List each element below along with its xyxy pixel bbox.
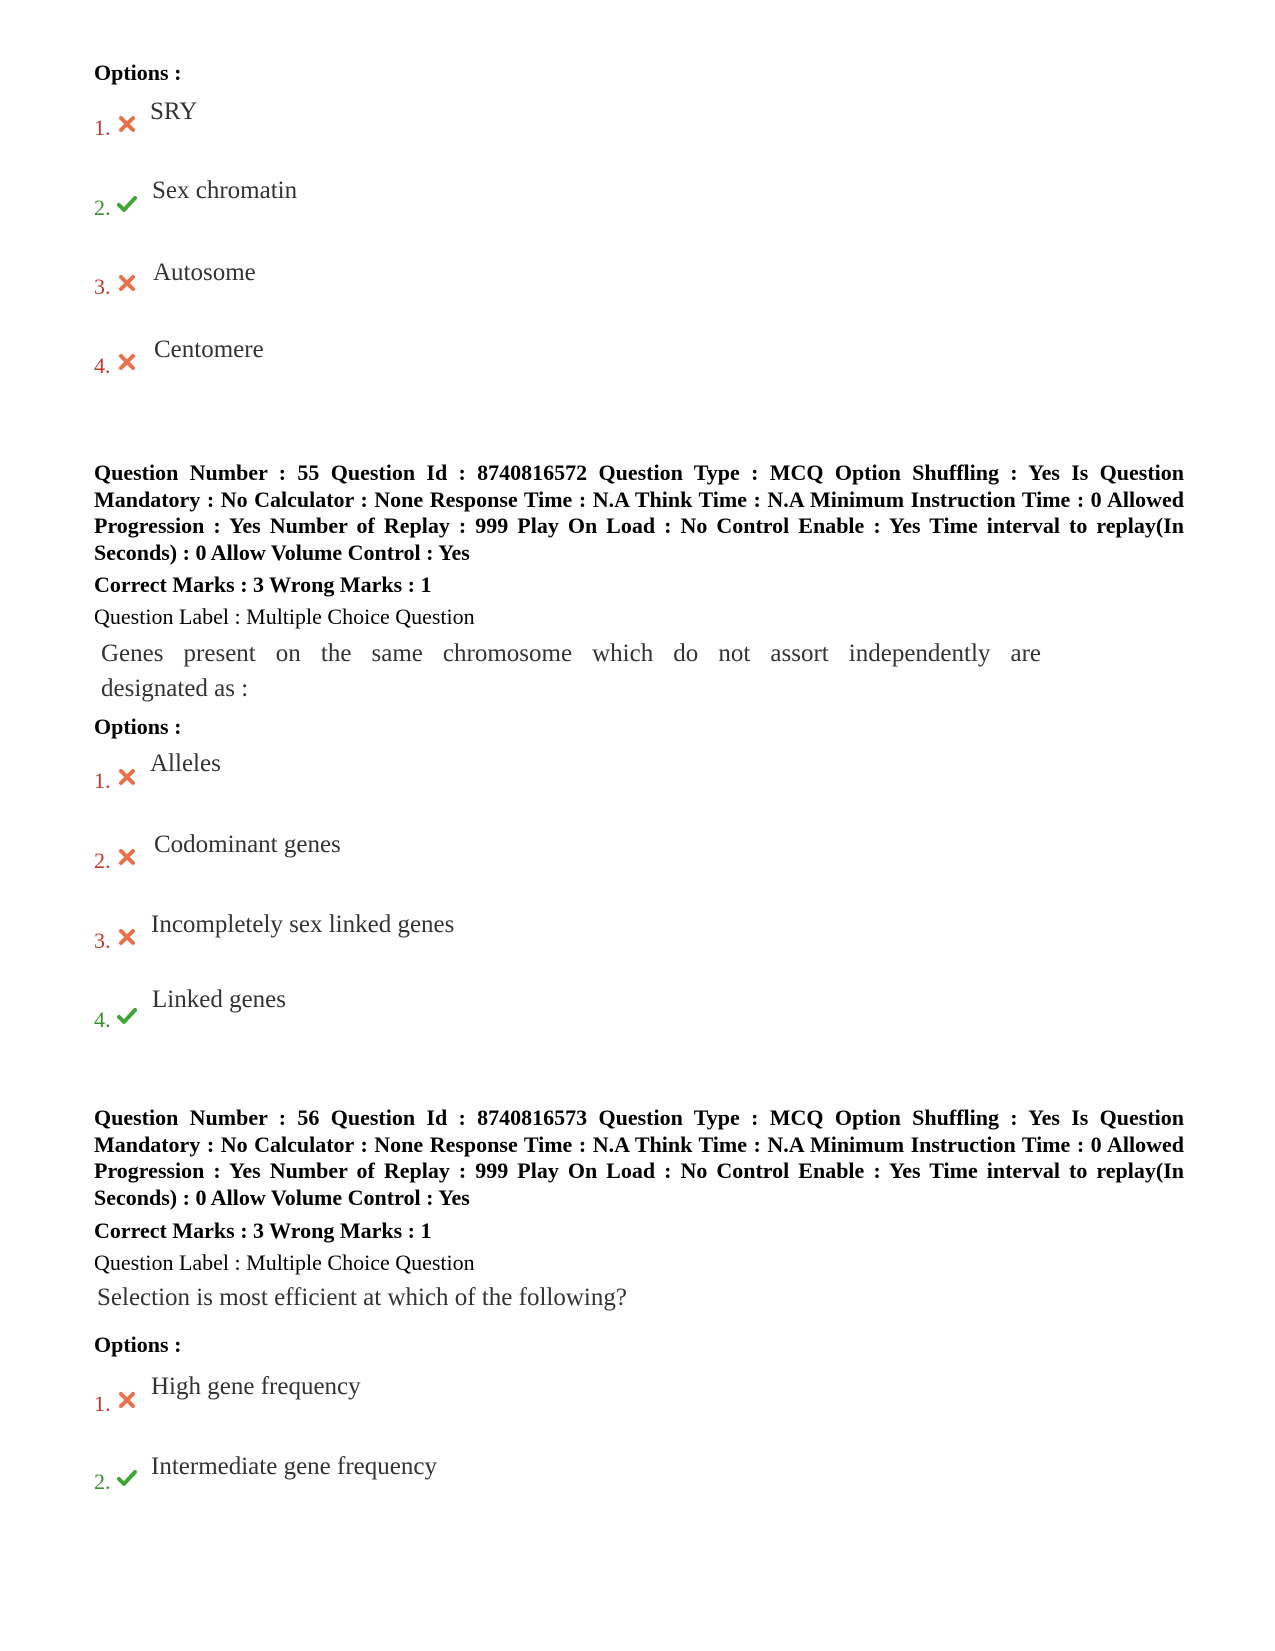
option-number: 2. <box>94 848 111 873</box>
option-number: 1. <box>94 1391 111 1416</box>
options-heading: Options : <box>94 714 182 739</box>
check-icon <box>117 194 137 214</box>
option-text: Alleles <box>150 750 221 777</box>
option-text: Sex chromatin <box>152 177 298 204</box>
cross-icon <box>117 114 137 134</box>
cross-icon <box>117 1390 137 1410</box>
question-text-line: Genes present on the same chromosome which do not assort independently are <box>101 640 1041 667</box>
option-text: Codominant genes <box>154 831 341 858</box>
option-number: 3. <box>94 274 111 299</box>
option-number: 2. <box>94 1469 111 1494</box>
option-text: SRY <box>150 98 198 125</box>
cross-icon <box>117 847 137 867</box>
question-text: Selection is most efficient at which of the following? <box>97 1284 627 1311</box>
cross-icon <box>117 352 137 372</box>
option-number: 4. <box>94 353 111 378</box>
question-label: Question Label : Multiple Choice Question <box>94 1250 475 1275</box>
option-text: High gene frequency <box>151 1373 361 1400</box>
option-text: Autosome <box>153 259 256 286</box>
option-number: 2. <box>94 195 111 220</box>
cross-icon <box>117 767 137 787</box>
option-text: Centomere <box>154 336 264 363</box>
question-label: Question Label : Multiple Choice Question <box>94 604 475 629</box>
option-number: 1. <box>94 768 111 793</box>
cross-icon <box>117 273 137 293</box>
option-text: Linked genes <box>152 986 286 1013</box>
check-icon <box>117 1468 137 1488</box>
option-text: Intermediate gene frequency <box>151 1453 437 1480</box>
option-number: 4. <box>94 1007 111 1032</box>
option-number: 1. <box>94 115 111 140</box>
question-marks: Correct Marks : 3 Wrong Marks : 1 <box>94 572 432 597</box>
check-icon <box>117 1006 137 1026</box>
question-metadata: Question Number : 55 Question Id : 8740816572 Question Type : MCQ Option Shuffling : Yes Is Question Mandatory : No Calculator : None Response Time : N.A Think Time : N.A Minimum Instruction Time : 0 Allowed Progression : Yes Number of Replay : 999 Play On Load : No Control Enable : Yes Time interval to replay(In Seconds) : 0 Allow Volume Control : Yes <box>94 460 1184 565</box>
options-heading: Options : <box>94 1332 182 1357</box>
question-text-line: designated as : <box>101 675 249 702</box>
question-text <box>101 636 1041 706</box>
option-number: 3. <box>94 928 111 953</box>
question-marks: Correct Marks : 3 Wrong Marks : 1 <box>94 1218 432 1243</box>
option-text: Incompletely sex linked genes <box>151 911 455 938</box>
options-heading: Options : <box>94 60 182 85</box>
question-metadata: Question Number : 56 Question Id : 8740816573 Question Type : MCQ Option Shuffling : Yes Is Question Mandatory : No Calculator : None Response Time : N.A Think Time : N.A Minimum Instruction Time : 0 Allowed Progression : Yes Number of Replay : 999 Play On Load : No Control Enable : Yes Time interval to replay(In Seconds) : 0 Allow Volume Control : Yes <box>94 1105 1184 1210</box>
cross-icon <box>117 927 137 947</box>
